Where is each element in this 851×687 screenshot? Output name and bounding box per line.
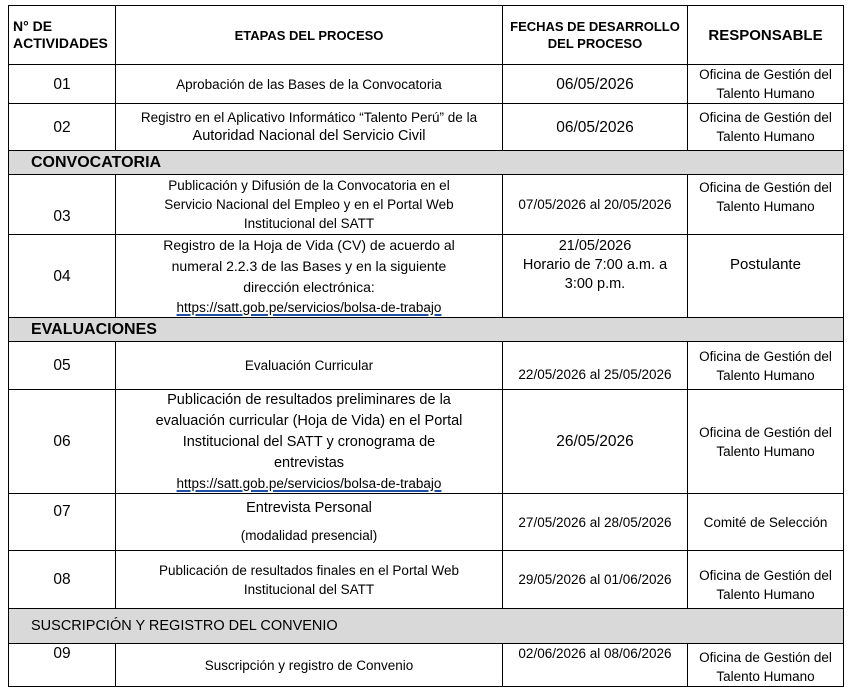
activity-responsible: Oficina de Gestión del Talento Humano [688,644,844,687]
activity-number: 01 [9,65,116,104]
activity-date: 06/05/2026 [503,65,688,104]
activity-responsible: Oficina de Gestión del Talento Humano [688,551,844,609]
activity-number: 09 [9,644,116,687]
table-row [9,551,844,609]
activity-number: 05 [9,342,116,390]
activity-responsible: Comité de Selección [688,494,844,551]
table-row [9,390,844,494]
activity-stage: Publicación de resultados finales en el Portal Web Institucional del SATT [116,551,503,609]
activity-stage-text: Publicación de resultados preliminares de la evaluación curricular (Hoja de Vida) en el Portal Institucional del SATT y cronograma de entrevistas [155,392,463,471]
activity-stage [116,235,503,318]
activity-responsible: Oficina de Gestión del Talento Humano [688,65,844,104]
activity-number: 04 [9,235,116,318]
activity-stage: Suscripción y registro de Convenio [116,644,503,687]
activity-number: 03 [9,175,116,235]
activity-stage-line: Autoridad Nacional del Servicio Civil [192,128,426,144]
activity-responsible: Postulante [688,235,844,318]
header-num: N° DE ACTIVIDADES [9,6,116,65]
activity-date-line: 21/05/2026 [558,238,632,254]
section-convocatoria: CONVOCATORIA [9,151,844,175]
activity-number: 06 [9,390,116,494]
activity-stage: Evaluación Curricular [116,342,503,390]
table-row [9,175,844,235]
activity-responsible: Oficina de Gestión del Talento Humano [688,390,844,494]
activity-stage-line: Entrevista Personal [246,500,372,516]
table-row [9,104,844,151]
header-responsable: RESPONSABLE [688,6,844,65]
activity-date: 07/05/2026 al 20/05/2026 [503,175,688,235]
activity-stage: Publicación y Difusión de la Convocatoria en el Servicio Nacional del Empleo y en el Portal Web Institucional del SATT [116,175,503,235]
activity-date: 26/05/2026 [503,390,688,494]
activity-date: 22/05/2026 al 25/05/2026 [503,342,688,390]
table-row [9,644,844,687]
section-row [9,318,844,342]
table-row [9,494,844,551]
activity-responsible: Oficina de Gestión del Talento Humano [688,342,844,390]
section-evaluaciones: EVALUACIONES [9,318,844,342]
header-row [9,6,844,65]
activity-stage: Aprobación de las Bases de la Convocatoria [116,65,503,104]
activity-stage [116,104,503,151]
table-row [9,65,844,104]
activity-date: 27/05/2026 al 28/05/2026 [503,494,688,551]
activity-date: 06/05/2026 [503,104,688,151]
section-row [9,609,844,644]
schedule-table [8,5,844,687]
activity-stage [116,494,503,551]
activity-date: 02/06/2026 al 08/06/2026 [503,644,688,687]
activity-number: 08 [9,551,116,609]
section-suscripcion: SUSCRIPCIÓN Y REGISTRO DEL CONVENIO [9,609,844,644]
header-etapas: ETAPAS DEL PROCESO [116,6,503,65]
bolsa-de-trabajo-link[interactable]: https://satt.gob.pe/servicios/bolsa-de-trabajo [176,300,442,315]
activity-date: 29/05/2026 al 01/06/2026 [503,551,688,609]
activity-stage [116,390,503,494]
table-row [9,235,844,318]
activity-stage-line: Registro en el Aplicativo Informático “Talento Perú” de la [140,110,478,125]
header-fechas: FECHAS DE DESARROLLO DEL PROCESO [503,6,688,65]
activity-date [503,235,688,318]
activity-responsible: Oficina de Gestión del Talento Humano [688,104,844,151]
activity-number: 02 [9,104,116,151]
section-row [9,151,844,175]
activity-stage-line: (modalidad presencial) [240,528,378,543]
table-row [9,342,844,390]
activity-responsible: Oficina de Gestión del Talento Humano [688,175,844,235]
activity-number: 07 [9,494,116,551]
bolsa-de-trabajo-link[interactable]: https://satt.gob.pe/servicios/bolsa-de-trabajo [176,476,442,491]
activity-stage-text: Registro de la Hoja de Vida (CV) de acuerdo al numeral 2.2.3 de las Bases y en la siguiente dirección electrónica: [163,237,455,295]
activity-date-schedule: Horario de 7:00 a.m. a 3:00 p.m. [522,257,668,292]
